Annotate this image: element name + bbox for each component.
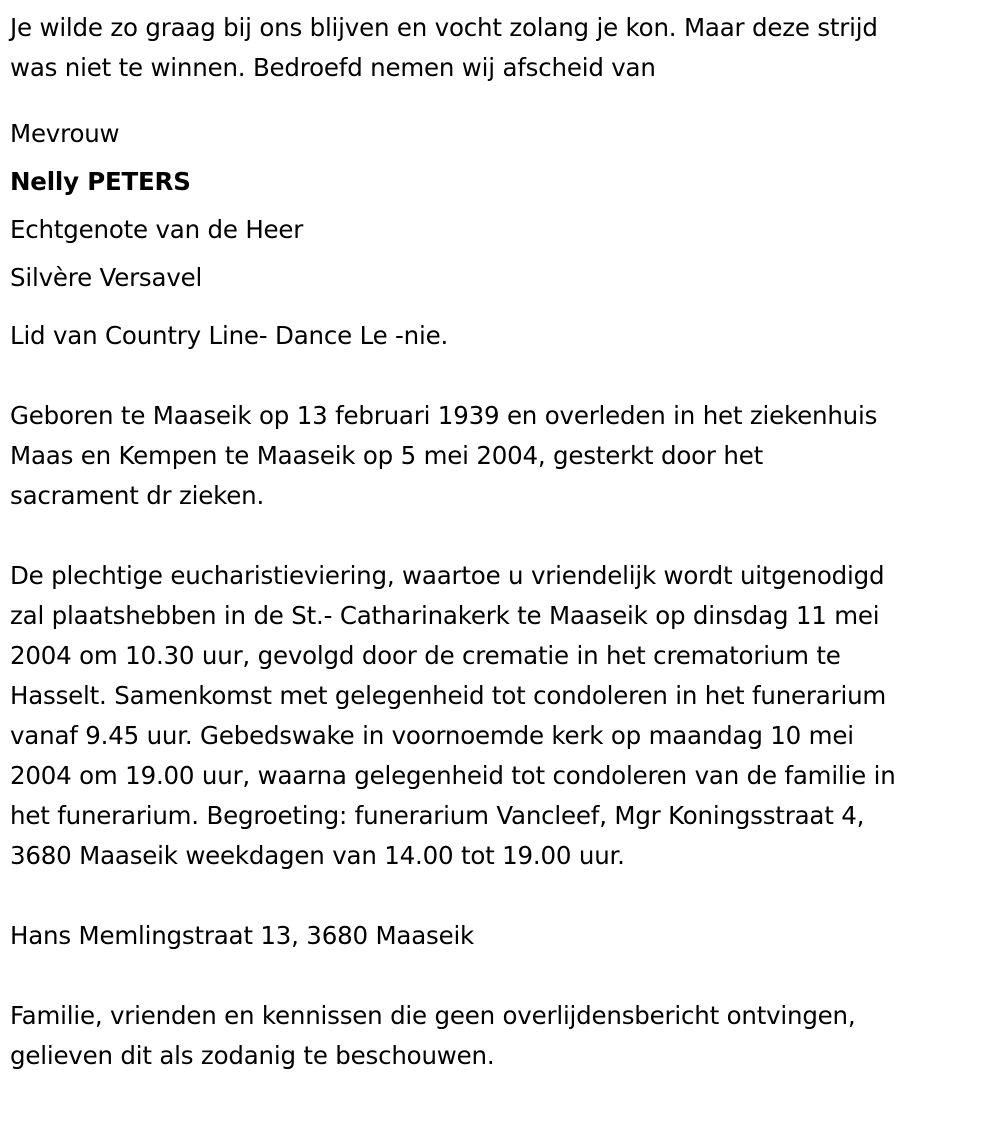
ceremony-line: vanaf 9.45 uur. Gebedswake in voornoemde kerk op maandag 10 mei bbox=[10, 721, 854, 750]
spouse-name: Silvère Versavel bbox=[10, 263, 203, 292]
intro-paragraph bbox=[10, 8, 995, 88]
ceremony-line: 2004 om 10.30 uur, gevolgd door de crematie in het crematorium te bbox=[10, 641, 841, 670]
closing-line: Familie, vrienden en kennissen die geen overlijdensbericht ontvingen, bbox=[10, 1001, 856, 1030]
ceremony-line: 3680 Maaseik weekdagen van 14.00 tot 19.00 uur. bbox=[10, 841, 625, 870]
intro-line: Je wilde zo graag bij ons blijven en vocht zolang je kon. Maar deze strijd bbox=[10, 13, 878, 42]
ceremony-line: Hasselt. Samenkomst met gelegenheid tot condoleren in het funerarium bbox=[10, 681, 887, 710]
ceremony-line: De plechtige eucharistieviering, waartoe u vriendelijk wordt uitgenodigd bbox=[10, 561, 885, 590]
deceased-name: Nelly PETERS bbox=[10, 167, 191, 196]
name-block bbox=[10, 110, 995, 302]
honorific: Mevrouw bbox=[10, 119, 120, 148]
intro-line: was niet te winnen. Bedroefd nemen wij afscheid van bbox=[10, 53, 656, 82]
closing-line: gelieven dit als zodanig te beschouwen. bbox=[10, 1041, 495, 1070]
address-line: Hans Memlingstraat 13, 3680 Maaseik bbox=[10, 921, 475, 950]
ceremony-line: het funerarium. Begroeting: funerarium Vancleef, Mgr Koningsstraat 4, bbox=[10, 801, 865, 830]
membership-paragraph bbox=[10, 316, 995, 356]
address-paragraph bbox=[10, 916, 995, 956]
death-notice bbox=[10, 8, 995, 1076]
ceremony-line: 2004 om 19.00 uur, waarna gelegenheid tot condoleren van de familie in bbox=[10, 761, 896, 790]
closing-paragraph bbox=[10, 996, 995, 1076]
birth-death-line: sacrament dr zieken. bbox=[10, 481, 265, 510]
ceremony-paragraph bbox=[10, 556, 995, 876]
birth-death-paragraph bbox=[10, 396, 995, 516]
membership-line: Lid van Country Line- Dance Le -nie. bbox=[10, 321, 449, 350]
spouse-line: Echtgenote van de Heer bbox=[10, 215, 304, 244]
ceremony-line: zal plaatshebben in de St.- Catharinakerk te Maaseik op dinsdag 11 mei bbox=[10, 601, 880, 630]
birth-death-line: Maas en Kempen te Maaseik op 5 mei 2004, gesterkt door het bbox=[10, 441, 763, 470]
birth-death-line: Geboren te Maaseik op 13 februari 1939 en overleden in het ziekenhuis bbox=[10, 401, 878, 430]
